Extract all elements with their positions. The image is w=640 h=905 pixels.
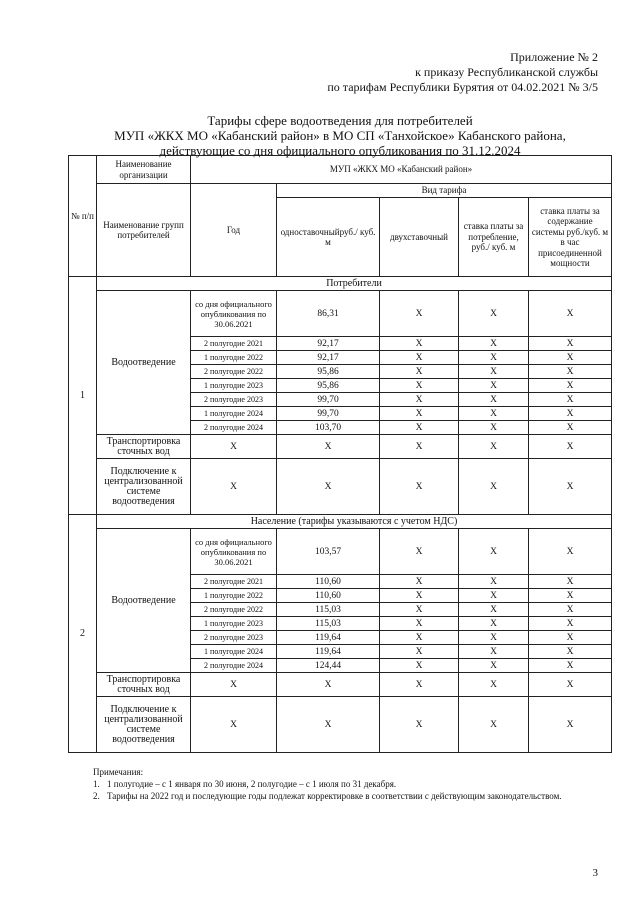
connection-row-label: Подключение к централизованной системе водоотведения (97, 697, 191, 753)
tariff-period: 1 полугодие 2022 (191, 351, 277, 365)
section-number: 1 (69, 277, 97, 515)
transport-row-single: X (277, 435, 380, 459)
two-rate-value: X (380, 393, 459, 407)
consumption-rate-value: X (459, 379, 529, 393)
tariff-period: 1 полугодие 2024 (191, 407, 277, 421)
tariff-period: 2 полугодие 2022 (191, 365, 277, 379)
maintenance-rate-value: X (529, 337, 612, 351)
consumption-rate-value: X (459, 645, 529, 659)
header-consumption-rate: ставка платы за потребление, руб./ куб. м (459, 198, 529, 277)
table-row (69, 529, 612, 575)
two-rate-value: X (380, 631, 459, 645)
consumption-rate-value: X (459, 603, 529, 617)
two-rate-value: X (380, 645, 459, 659)
notes (93, 766, 613, 802)
two-rate-value: X (380, 379, 459, 393)
connection-row-consumption: X (459, 697, 529, 753)
consumption-rate-value: X (459, 393, 529, 407)
appendix-line: к приказу Республиканской службы (415, 65, 598, 79)
two-rate-value: X (380, 291, 459, 337)
connection-row-single: X (277, 697, 380, 753)
connection-row-two: X (380, 459, 459, 515)
notes-heading: Примечания: (93, 767, 144, 777)
header-year: Год (191, 184, 277, 277)
connection-row-year: X (191, 459, 277, 515)
two-rate-value: X (380, 365, 459, 379)
maintenance-rate-value: X (529, 659, 612, 673)
tariff-period: со дня официального опубликования по 30.06.2021 (191, 291, 277, 337)
single-rate-value: 99,70 (277, 407, 380, 421)
transport-row-consumption: X (459, 435, 529, 459)
two-rate-value: X (380, 603, 459, 617)
note-number: 2. (93, 791, 100, 801)
two-rate-value: X (380, 575, 459, 589)
connection-row-maintenance: X (529, 459, 612, 515)
maintenance-rate-value: X (529, 603, 612, 617)
tariff-table (68, 155, 612, 753)
service-name: Водоотведение (97, 529, 191, 673)
note-item (93, 790, 613, 802)
two-rate-value: X (380, 589, 459, 603)
transport-row-two: X (380, 435, 459, 459)
header-org-name: Наименование организации (97, 156, 191, 184)
consumption-rate-value: X (459, 631, 529, 645)
tariff-period: 1 полугодие 2022 (191, 589, 277, 603)
table-row (69, 515, 612, 529)
maintenance-rate-value: X (529, 575, 612, 589)
tariff-period: со дня официального опубликования по 30.06.2021 (191, 529, 277, 575)
table-row (69, 697, 612, 753)
maintenance-rate-value: X (529, 393, 612, 407)
note-number: 1. (93, 779, 100, 789)
maintenance-rate-value: X (529, 645, 612, 659)
tariff-period: 2 полугодие 2024 (191, 659, 277, 673)
title-line: действующие со дня официального опубликования по 31.12.2024 (159, 143, 521, 158)
table-row (69, 435, 612, 459)
table-row (69, 277, 612, 291)
appendix-line: по тарифам Республики Бурятия от 04.02.2021 № 3/5 (327, 80, 598, 94)
consumption-rate-value: X (459, 589, 529, 603)
header-single-rate: одноставочныйруб./ куб. м (277, 198, 380, 277)
tariff-period: 2 полугодие 2024 (191, 421, 277, 435)
header-two-rate: двухставочный (380, 198, 459, 277)
single-rate-value: 86,31 (277, 291, 380, 337)
maintenance-rate-value: X (529, 365, 612, 379)
title-line: МУП «ЖКХ МО «Кабанский район» в МО СП «Танхойское» Кабанского района, (114, 128, 566, 143)
header-maintenance-rate: ставка платы за содержание системы руб./куб. м в час присоединенной мощности (529, 198, 612, 277)
transport-row-maintenance: X (529, 673, 612, 697)
note-item (93, 778, 613, 790)
connection-row-single: X (277, 459, 380, 515)
transport-row-two: X (380, 673, 459, 697)
maintenance-rate-value: X (529, 631, 612, 645)
transport-row-consumption: X (459, 673, 529, 697)
title-line: Тарифы сфере водоотведения для потребителей (207, 113, 473, 128)
transport-row-label: Транспортировка сточных вод (97, 673, 191, 697)
transport-row-year: X (191, 435, 277, 459)
single-rate-value: 92,17 (277, 337, 380, 351)
connection-row-year: X (191, 697, 277, 753)
single-rate-value: 95,86 (277, 379, 380, 393)
single-rate-value: 99,70 (277, 393, 380, 407)
table-row (69, 459, 612, 515)
transport-row-maintenance: X (529, 435, 612, 459)
transport-row-year: X (191, 673, 277, 697)
consumption-rate-value: X (459, 365, 529, 379)
single-rate-value: 115,03 (277, 603, 380, 617)
maintenance-rate-value: X (529, 291, 612, 337)
consumption-rate-value: X (459, 351, 529, 365)
tariff-period: 1 полугодие 2023 (191, 617, 277, 631)
connection-row-consumption: X (459, 459, 529, 515)
tariff-period: 2 полугодие 2021 (191, 337, 277, 351)
maintenance-rate-value: X (529, 617, 612, 631)
maintenance-rate-value: X (529, 421, 612, 435)
single-rate-value: 92,17 (277, 351, 380, 365)
table-row (69, 673, 612, 697)
single-rate-value: 95,86 (277, 365, 380, 379)
maintenance-rate-value: X (529, 379, 612, 393)
table-row (69, 291, 612, 337)
consumption-rate-value: X (459, 421, 529, 435)
two-rate-value: X (380, 659, 459, 673)
single-rate-value: 103,57 (277, 529, 380, 575)
single-rate-value: 110,60 (277, 589, 380, 603)
tariff-period: 1 полугодие 2024 (191, 645, 277, 659)
connection-row-label: Подключение к централизованной системе водоотведения (97, 459, 191, 515)
service-name: Водоотведение (97, 291, 191, 435)
consumption-rate-value: X (459, 659, 529, 673)
transport-row-single: X (277, 673, 380, 697)
two-rate-value: X (380, 351, 459, 365)
single-rate-value: 124,44 (277, 659, 380, 673)
consumption-rate-value: X (459, 337, 529, 351)
tariff-period: 2 полугодие 2021 (191, 575, 277, 589)
two-rate-value: X (380, 337, 459, 351)
tariff-period: 1 полугодие 2023 (191, 379, 277, 393)
two-rate-value: X (380, 421, 459, 435)
appendix-line: Приложение № 2 (510, 50, 598, 64)
consumption-rate-value: X (459, 575, 529, 589)
single-rate-value: 110,60 (277, 575, 380, 589)
header-org-value: МУП «ЖКХ МО «Кабанский район» (191, 156, 612, 184)
single-rate-value: 119,64 (277, 631, 380, 645)
section-number: 2 (69, 515, 97, 753)
consumption-rate-value: X (459, 617, 529, 631)
note-text: 1 полугодие – с 1 января по 30 июня, 2 полугодие – с 1 июля по 31 декабря. (107, 779, 397, 789)
two-rate-value: X (380, 617, 459, 631)
transport-row-label: Транспортировка сточных вод (97, 435, 191, 459)
document-title (60, 113, 620, 158)
page-number: 3 (592, 867, 598, 879)
section-category: Потребители (97, 277, 612, 291)
header-tariff-kind: Вид тарифа (277, 184, 612, 198)
tariff-period: 2 полугодие 2023 (191, 393, 277, 407)
note-text: Тарифы на 2022 год и последующие годы подлежат корректировке в соответствии с действующим законодательством. (107, 791, 562, 801)
two-rate-value: X (380, 529, 459, 575)
maintenance-rate-value: X (529, 351, 612, 365)
tariff-period: 2 полугодие 2022 (191, 603, 277, 617)
connection-row-maintenance: X (529, 697, 612, 753)
maintenance-rate-value: X (529, 589, 612, 603)
two-rate-value: X (380, 407, 459, 421)
single-rate-value: 115,03 (277, 617, 380, 631)
connection-row-two: X (380, 697, 459, 753)
appendix-header (327, 50, 598, 95)
single-rate-value: 103,70 (277, 421, 380, 435)
header-num: № п/п (69, 156, 97, 277)
consumption-rate-value: X (459, 529, 529, 575)
single-rate-value: 119,64 (277, 645, 380, 659)
header-group-name: Наименование групп потребителей (97, 184, 191, 277)
consumption-rate-value: X (459, 291, 529, 337)
consumption-rate-value: X (459, 407, 529, 421)
tariff-period: 2 полугодие 2023 (191, 631, 277, 645)
maintenance-rate-value: X (529, 529, 612, 575)
section-category: Население (тарифы указываются с учетом НДС) (97, 515, 612, 529)
maintenance-rate-value: X (529, 407, 612, 421)
